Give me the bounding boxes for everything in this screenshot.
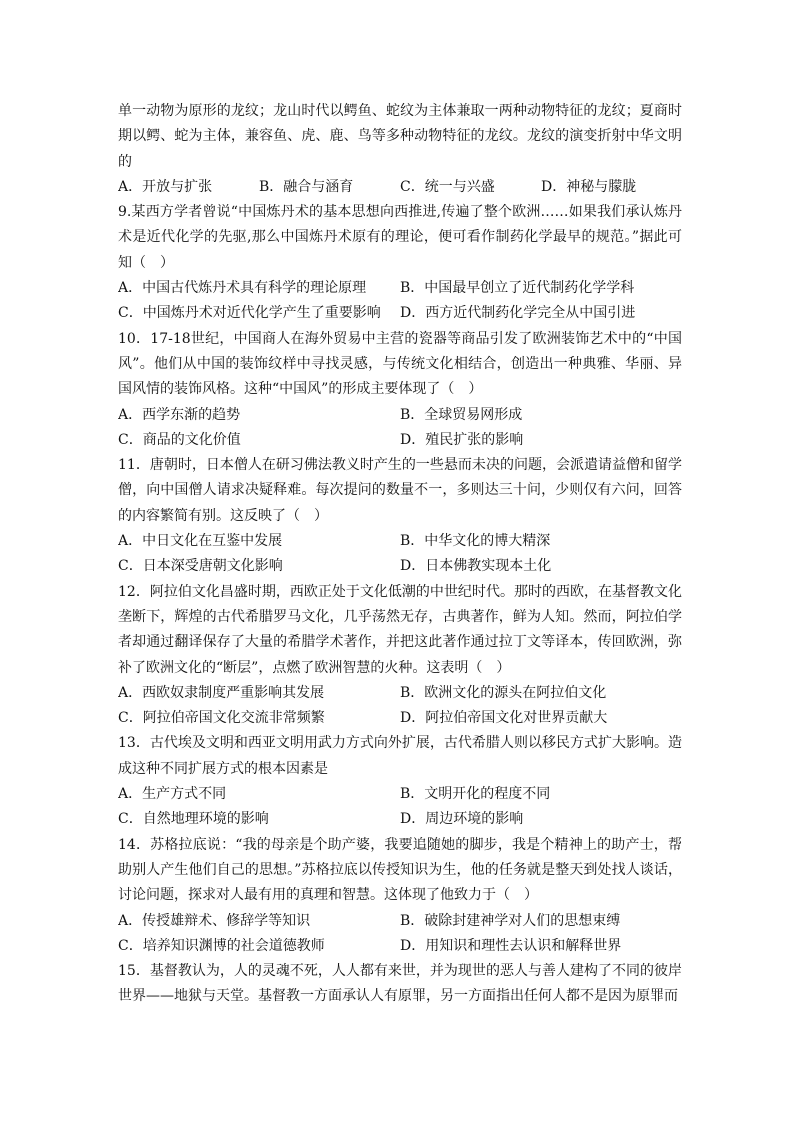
question-stem: 10．17-18世纪，中国商人在海外贸易中主营的瓷器等商品引发了欧洲装饰艺术中的“中国风”。他们从中国的装饰纹样中寻找灵感，与传统文化相结合，创造出一种典雅、华丽、异国风情的装饰风格。这种“中国风”的形成主要体现了（ ） [118,330,682,398]
question-block [118,99,682,200]
answer-option[interactable]: A．中日文化在互鉴中发展 [118,533,283,550]
answer-option[interactable]: D．殖民扩张的影响 [400,431,524,448]
answer-option[interactable]: A．开放与扩张 [118,178,213,195]
question-stem: 14．苏格拉底说：“我的母亲是个助产婆，我要追随她的脚步，我是个精神上的助产士，帮助别人产生他们自己的思想。”苏格拉底以传授知识为生，他的任务就是整天到处找人谈话，讨论问题，探求对人最有用的真理和智慧。这体现了他致力于（ ） [118,836,682,904]
question-block [118,833,682,959]
question-block [118,453,682,579]
question-block [118,580,682,732]
answer-option[interactable]: B．欧洲文化的源头在阿拉伯文化 [400,684,607,701]
exam-page [118,99,682,1010]
answer-option[interactable]: D．神秘与朦胧 [541,178,637,195]
question-block [118,200,682,326]
answer-option[interactable]: D．阿拉伯帝国文化对世界贡献大 [400,710,608,727]
answer-options [118,276,682,327]
answer-option[interactable]: B．文明开化的程度不同 [400,786,551,803]
answer-option[interactable]: A．中国古代炼丹术具有科学的理论原理 [118,280,367,297]
answer-option[interactable]: D．周边环境的影响 [400,811,524,828]
answer-option[interactable]: C．阿拉伯帝国文化交流非常频繁 [118,710,325,727]
answer-option[interactable]: C．培养知识渊博的社会道德教师 [118,937,325,954]
answer-option[interactable]: D．西方近代制药化学完全从中国引进 [400,305,636,322]
answer-option[interactable]: C．日本深受唐朝文化影响 [118,558,283,575]
answer-option[interactable]: C．自然地理环境的影响 [118,811,269,828]
question-stem: 13．古代埃及文明和西亚文明用武力方式向外扩展，古代希腊人则以移民方式扩大影响。造成这种不同扩展方式的根本因素是 [118,735,682,777]
answer-options [118,782,682,833]
answer-options [118,529,682,580]
question-block [118,959,682,1010]
answer-option[interactable]: A．生产方式不同 [118,786,227,803]
question-stem: 15．基督教认为，人的灵魂不死，人人都有来世，并为现世的恶人与善人建构了不同的彼岸世界——地狱与天堂。基督教一方面承认人有原罪，另一方面指出任何人都不是因为原罪而 [118,963,682,1005]
answer-option[interactable]: A．西欧奴隶制度严重影响其发展 [118,684,325,701]
question-block [118,731,682,832]
question-stem: 12．阿拉伯文化昌盛时期，西欧正处于文化低潮的中世纪时代。那时的西欧，在基督教文化垄断下，辉煌的古代希腊罗马文化，几乎荡然无存，古典著作，鲜为人知。然而，阿拉伯学者却通过翻译保存了大量的希腊学术著作，并把这此著作通过拉丁文等译本，传回欧洲，弥补了欧洲文化的“断层”，点燃了欧洲智慧的火种。这表明（ ） [118,583,682,676]
question-stem: 9.某西方学者曾说“中国炼丹术的基本思想向西推进,传遍了整个欧洲……如果我们承认炼丹术是近代化学的先驱,那么中国炼丹术原有的理论，便可看作制药化学最早的规范。”据此可知（ ） [118,204,682,271]
answer-option[interactable]: B．破除封建神学对人们的思想束缚 [400,912,621,929]
answer-option[interactable]: B．中国最早创立了近代制药化学学科 [400,280,635,297]
answer-options [118,175,682,200]
answer-option[interactable]: A．传授雄辩术、修辞学等知识 [118,912,311,929]
answer-option[interactable]: D．用知识和理性去认识和解释世界 [400,937,622,954]
answer-option[interactable]: B．全球贸易网形成 [400,406,523,423]
answer-option[interactable]: C．中国炼丹术对近代化学产生了重要影响 [118,305,381,322]
question-stem: 11．唐朝时，日本僧人在研习佛法教义时产生的一些悬而未决的问题，会派遣请益僧和留学僧，向中国僧人请求决疑释难。每次提问的数量不一，多则达三十问，少则仅有六问，回答的内容繁简有别。这反映了（ ） [118,457,682,524]
answer-option[interactable]: B．中华文化的博大精深 [400,533,551,550]
question-stem: 单一动物为原形的龙纹；龙山时代以鳄鱼、蛇纹为主体兼取一两种动物特征的龙纹；夏商时期以鳄、蛇为主体，兼容鱼、虎、鹿、鸟等多种动物特征的龙纹。龙纹的演变折射中华文明的 [118,103,682,170]
answer-option[interactable]: D．日本佛教实现本土化 [400,558,552,575]
answer-option[interactable]: B．融合与涵育 [259,178,354,195]
question-block [118,327,682,453]
answer-options [118,681,682,732]
answer-option[interactable]: C．统一与兴盛 [400,178,495,195]
answer-options [118,909,682,960]
answer-option[interactable]: C．商品的文化价值 [118,431,241,448]
answer-options [118,403,682,454]
answer-option[interactable]: A．西学东渐的趋势 [118,406,241,423]
